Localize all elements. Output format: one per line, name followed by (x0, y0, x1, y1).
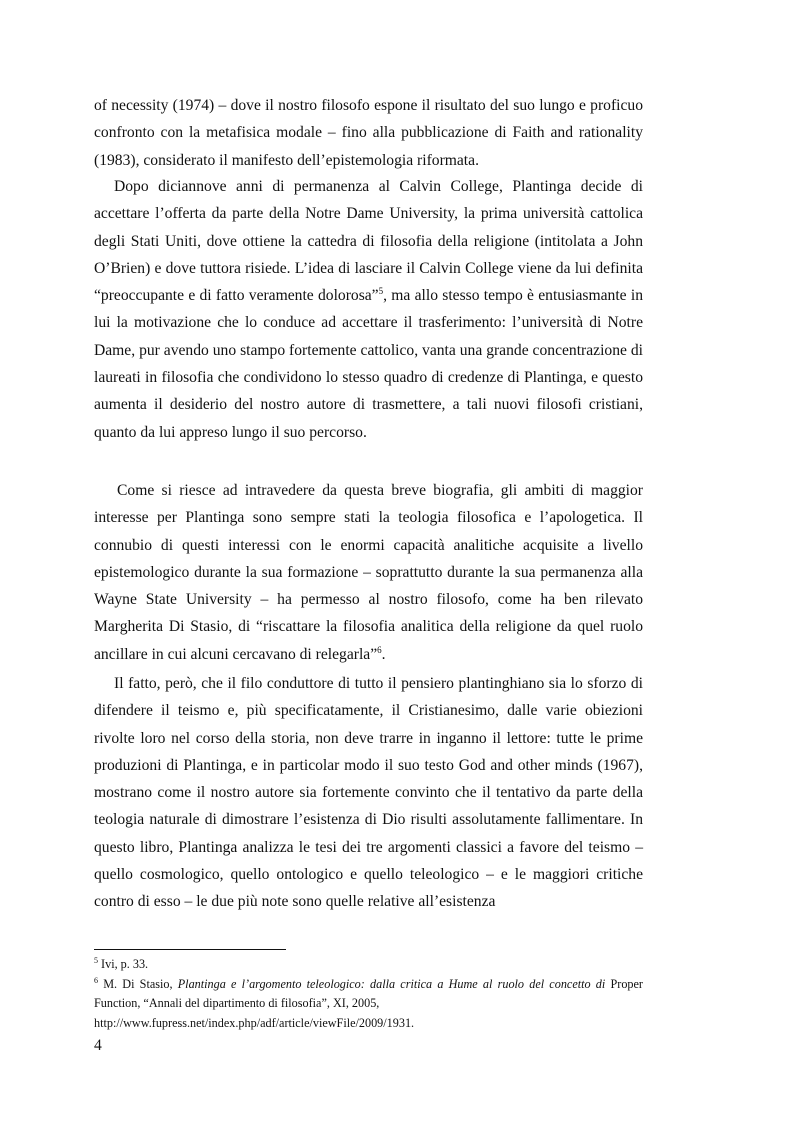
footnote-number: 5 (94, 955, 98, 965)
paragraph-3-text (94, 477, 643, 668)
footnote-ref-6[interactable]: 6 (377, 644, 382, 655)
footnote-6 (94, 975, 643, 1034)
footnote-divider (94, 949, 286, 950)
footnote-author: M. Di Stasio, (98, 976, 178, 991)
paragraph-3-part-a: Come si riesce ad intravedere da questa breve biografia, gli ambiti di maggior interesse per Plantinga sono sempre stati la teologia filosofica e l’apologetica. Il connubio di questi interessi con le enormi capacità analitiche acquisite a livello epistemologico durante la sua formazione – soprattutto durante la sua permanenza alla Wayne State University – ha permesso al nostro filosofo, come ha ben rilevato Margherita Di Stasio, di “riscattare la filosofia analitica della religione da quel ruolo ancillare in cui alcuni cercavano di relegarla” (94, 482, 643, 663)
footnotes (94, 955, 643, 1033)
footnote-source: Proper Function, “Annali del dipartimento di filosofia”, XI, 2005, (94, 976, 643, 1010)
footnote-text: Ivi, p. 33. (98, 957, 149, 971)
paragraph-3-part-b: . (381, 645, 386, 663)
footnote-ref-5[interactable]: 5 (378, 286, 384, 296)
paragraph-2-part-a: Dopo diciannove anni di permanenza al Calvin College, Plantinga decide di accettare l’offerta da parte della Notre Dame University, la prima università cattolica degli Stati Uniti, dove ottiene la cattedra di filosofia della religione (intitolata a John O’Brien) e dove tuttora risiede. L’idea di lasciare il Calvin College viene da lui definita “preoccupante e di fatto veramente dolorosa” (94, 178, 643, 305)
paragraph-1-text: of necessity (1974) – dove il nostro filosofo espone il risultato del suo lungo e proficuo confronto con la metafisica modale – fino alla pubblicazione di Faith and rationality (1983), considerato il manifesto dell’epistemologia riformata. (94, 97, 643, 169)
paragraph-1 (94, 92, 643, 174)
paragraph-4 (94, 670, 643, 916)
page-number: 4 (94, 1037, 102, 1054)
footnote-5 (94, 955, 643, 975)
paragraph-3 (94, 477, 643, 668)
paragraph-2-part-b: , ma allo stesso tempo è entusiasmante in lui la motivazione che lo conduce ad accettare il trasferimento: l’università di Notre Dame, pur avendo uno stampo fortemente cattolico, vanta una grande concentrazione di laureati in filosofia che condividono lo stesso quadro di credenze di Plantinga, e questo aumenta il desiderio del nostro autore di trasmettere, a tali nuovi filosofi cristiani, quanto da lui appreso lungo il suo percorso. (94, 287, 643, 441)
paragraph-4-text: Il fatto, però, che il filo conduttore di tutto il pensiero plantinghiano sia lo sforzo di difendere il teismo e, più specificatamente, il Cristianesimo, dalle varie obiezioni rivolte loro nel corso della storia, non deve trarre in inganno il lettore: tutte le prime produzioni di Plantinga, e in particolar modo il suo testo God and other minds (1967), mostrano come il nostro autore sia fortemente convinto che il tentativo da parte della teologia naturale di dimostrare l’esistenza di Dio risulti assolutamente fallimentare. In questo libro, Plantinga analizza le tesi dei tre argomenti classici a favore del teismo – quello cosmologico, quello ontologico e quello teleologico – e le maggiori critiche contro di esso – le due più note sono quelle relative all’esistenza (94, 675, 643, 911)
paragraph-2 (94, 173, 643, 446)
footnote-number: 6 (94, 975, 98, 985)
footnote-title: Plantinga e l’argomento teleologico: dalla critica a Hume al ruolo del concetto di (177, 976, 606, 991)
footnote-url[interactable]: http://www.fupress.net/index.php/adf/article/viewFile/2009/1931. (94, 1015, 415, 1030)
paragraph-2-text (94, 173, 643, 446)
